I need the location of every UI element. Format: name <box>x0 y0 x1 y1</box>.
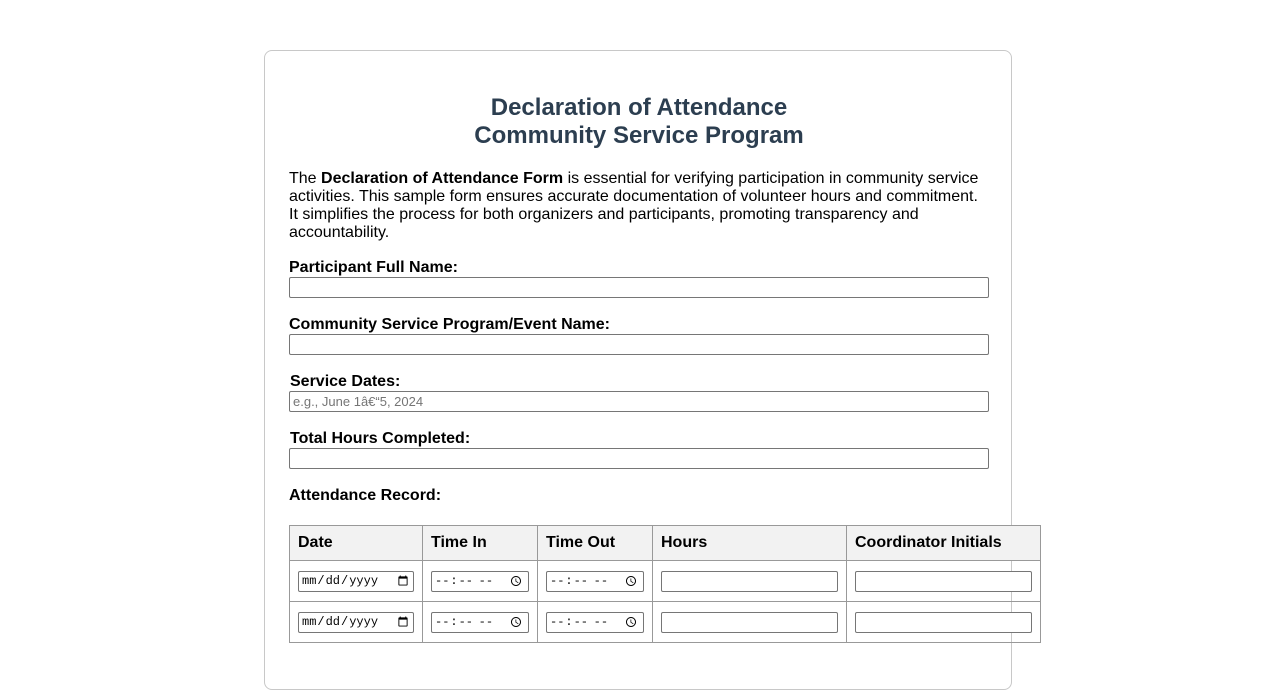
title-line-1: Declaration of Attendance <box>490 94 788 121</box>
header-time-in: Time In <box>423 526 538 561</box>
table-row <box>290 602 1041 643</box>
page-title <box>289 94 989 150</box>
service-dates-input[interactable] <box>289 391 989 412</box>
intro-pre: The <box>289 170 322 187</box>
date-input[interactable] <box>298 571 414 592</box>
event-name-input[interactable] <box>289 334 989 355</box>
time-out-input[interactable] <box>546 612 644 633</box>
time-in-input[interactable] <box>431 571 529 592</box>
table-header-row <box>290 526 1041 561</box>
hours-input[interactable] <box>661 612 838 633</box>
total-hours-label: Total Hours Completed: <box>290 430 471 447</box>
intro-post: is essential for verifying participation in community service activities. This sample form ensures accurate documentation of volunteer hours and commitment. It simplifies the process for both organizers and participants, promoting transparency and accountability. <box>289 170 979 241</box>
title-line-2: Community Service Program <box>474 122 804 149</box>
header-coordinator-initials: Coordinator Initials <box>847 526 1041 561</box>
header-date: Date <box>290 526 423 561</box>
event-name-label: Community Service Program/Event Name: <box>289 316 610 333</box>
date-input[interactable] <box>298 612 414 633</box>
total-hours-input[interactable] <box>289 448 989 469</box>
attendance-record-label: Attendance Record: <box>289 487 442 504</box>
intro-bold: Declaration of Attendance Form <box>321 170 564 187</box>
time-out-input[interactable] <box>546 571 644 592</box>
intro-paragraph <box>289 170 989 242</box>
table-row <box>290 561 1041 602</box>
header-hours: Hours <box>653 526 847 561</box>
participant-name-input[interactable] <box>289 277 989 298</box>
coordinator-initials-input[interactable] <box>855 571 1032 592</box>
time-in-input[interactable] <box>431 612 529 633</box>
attendance-table <box>289 525 1041 643</box>
hours-input[interactable] <box>661 571 838 592</box>
header-time-out: Time Out <box>538 526 653 561</box>
service-dates-label: Service Dates: <box>290 373 401 390</box>
participant-name-label: Participant Full Name: <box>289 259 458 276</box>
coordinator-initials-input[interactable] <box>855 612 1032 633</box>
